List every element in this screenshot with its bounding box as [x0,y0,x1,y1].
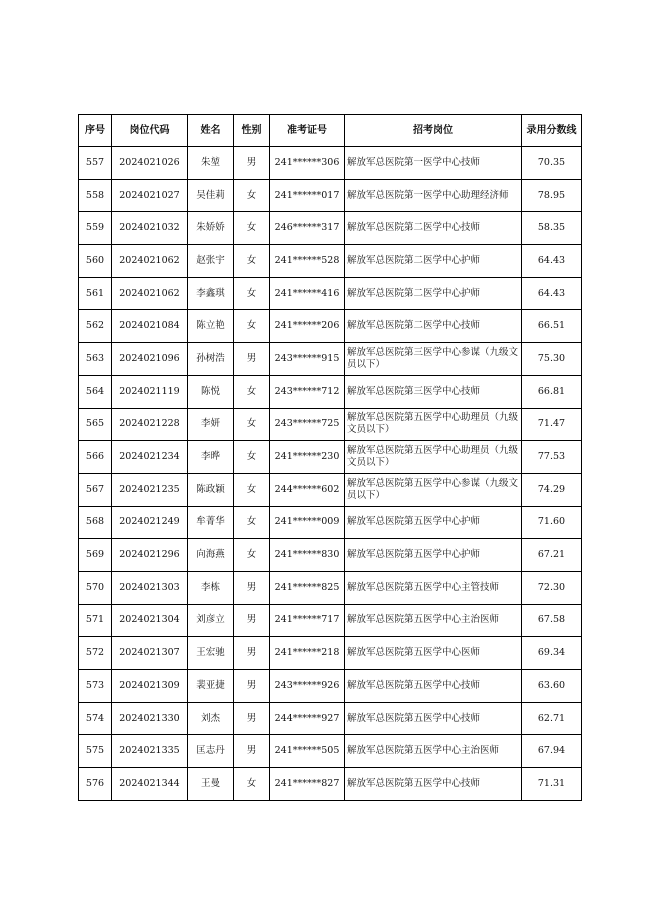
cell-ticket: 241******830 [270,539,345,572]
cell-seq: 565 [79,408,112,441]
cell-name: 向海燕 [188,539,234,572]
cell-name: 裴亚捷 [188,670,234,703]
cell-post: 解放军总医院第五医学中心主治医师 [345,604,522,637]
table-row [79,147,582,180]
cell-name: 李晔 [188,441,234,474]
table-row [79,571,582,604]
cell-ticket: 241******218 [270,637,345,670]
cell-seq: 570 [79,571,112,604]
cell-ticket: 243******926 [270,670,345,703]
table-row [79,212,582,245]
table-row [79,441,582,474]
cell-gender: 女 [234,212,270,245]
cell-score: 78.95 [522,179,582,212]
cell-name: 陈立艳 [188,310,234,343]
cell-seq: 563 [79,343,112,376]
cell-name: 朱堃 [188,147,234,180]
cell-code: 2024021119 [112,375,188,408]
cell-name: 刘杰 [188,702,234,735]
cell-ticket: 241******306 [270,147,345,180]
cell-name: 匡志丹 [188,735,234,768]
cell-post: 解放军总医院第一医学中心技师 [345,147,522,180]
cell-gender: 女 [234,473,270,506]
cell-ticket: 241******717 [270,604,345,637]
cell-ticket: 241******017 [270,179,345,212]
cell-score: 66.81 [522,375,582,408]
cell-post: 解放军总医院第二医学中心技师 [345,212,522,245]
cell-post: 解放军总医院第五医学中心技师 [345,670,522,703]
table-row [79,343,582,376]
cell-gender: 男 [234,637,270,670]
cell-gender: 女 [234,375,270,408]
cell-name: 李鑫琪 [188,277,234,310]
cell-seq: 561 [79,277,112,310]
cell-gender: 男 [234,604,270,637]
cell-post: 解放军总医院第三医学中心技师 [345,375,522,408]
table-row [79,473,582,506]
cell-gender: 女 [234,245,270,278]
cell-seq: 568 [79,506,112,539]
table-row [79,179,582,212]
table-row [79,245,582,278]
cell-name: 牟菁华 [188,506,234,539]
cell-seq: 566 [79,441,112,474]
cell-score: 66.51 [522,310,582,343]
cell-seq: 569 [79,539,112,572]
cell-ticket: 241******827 [270,768,345,801]
cell-code: 2024021234 [112,441,188,474]
cell-gender: 男 [234,571,270,604]
cell-ticket: 241******825 [270,571,345,604]
cell-code: 2024021096 [112,343,188,376]
cell-code: 2024021026 [112,147,188,180]
cell-ticket: 244******927 [270,702,345,735]
table-row [79,277,582,310]
cell-post: 解放军总医院第二医学中心护师 [345,245,522,278]
cell-name: 吴佳莉 [188,179,234,212]
cell-code: 2024021249 [112,506,188,539]
cell-code: 2024021027 [112,179,188,212]
cell-score: 67.21 [522,539,582,572]
cell-code: 2024021344 [112,768,188,801]
cell-score: 69.34 [522,637,582,670]
cell-gender: 男 [234,702,270,735]
cell-seq: 562 [79,310,112,343]
cell-code: 2024021228 [112,408,188,441]
cell-post: 解放军总医院第五医学中心技师 [345,768,522,801]
cell-code: 2024021062 [112,277,188,310]
cell-seq: 559 [79,212,112,245]
cell-ticket: 241******009 [270,506,345,539]
cell-ticket: 241******230 [270,441,345,474]
cell-code: 2024021062 [112,245,188,278]
roster-body [79,147,582,801]
cell-gender: 女 [234,277,270,310]
cell-gender: 女 [234,179,270,212]
cell-ticket: 241******416 [270,277,345,310]
cell-name: 王宏驰 [188,637,234,670]
cell-code: 2024021335 [112,735,188,768]
cell-ticket: 241******528 [270,245,345,278]
cell-post: 解放军总医院第二医学中心护师 [345,277,522,310]
table-row [79,637,582,670]
cell-score: 77.53 [522,441,582,474]
table-row [79,768,582,801]
header-score: 录用分数线 [522,115,582,147]
cell-ticket: 246******317 [270,212,345,245]
cell-post: 解放军总医院第五医学中心主治医师 [345,735,522,768]
table-row [79,408,582,441]
cell-score: 70.35 [522,147,582,180]
cell-code: 2024021032 [112,212,188,245]
header-row [79,115,582,147]
table-row [79,702,582,735]
cell-seq: 575 [79,735,112,768]
cell-seq: 574 [79,702,112,735]
cell-score: 58.35 [522,212,582,245]
cell-code: 2024021307 [112,637,188,670]
cell-post: 解放军总医院第五医学中心助理员（九级文员以下） [345,441,522,474]
cell-name: 孙树浩 [188,343,234,376]
cell-code: 2024021309 [112,670,188,703]
table-row [79,670,582,703]
cell-code: 2024021084 [112,310,188,343]
cell-ticket: 243******712 [270,375,345,408]
cell-seq: 557 [79,147,112,180]
table-row [79,310,582,343]
cell-name: 陈政颖 [188,473,234,506]
cell-gender: 男 [234,343,270,376]
table-row [79,604,582,637]
cell-gender: 女 [234,441,270,474]
cell-score: 72.30 [522,571,582,604]
cell-score: 64.43 [522,245,582,278]
cell-name: 王曼 [188,768,234,801]
cell-ticket: 244******602 [270,473,345,506]
cell-code: 2024021303 [112,571,188,604]
cell-score: 67.94 [522,735,582,768]
cell-code: 2024021296 [112,539,188,572]
cell-code: 2024021304 [112,604,188,637]
cell-gender: 男 [234,670,270,703]
cell-gender: 女 [234,539,270,572]
cell-code: 2024021235 [112,473,188,506]
roster-table [78,114,582,801]
cell-seq: 572 [79,637,112,670]
cell-post: 解放军总医院第五医学中心主管技师 [345,571,522,604]
cell-score: 67.58 [522,604,582,637]
cell-post: 解放军总医院第三医学中心参谋（九级文员以下） [345,343,522,376]
cell-ticket: 241******505 [270,735,345,768]
table-row [79,735,582,768]
cell-name: 李妍 [188,408,234,441]
cell-name: 李栋 [188,571,234,604]
cell-post: 解放军总医院第二医学中心技师 [345,310,522,343]
cell-score: 71.31 [522,768,582,801]
cell-seq: 571 [79,604,112,637]
cell-seq: 560 [79,245,112,278]
cell-post: 解放军总医院第五医学中心医师 [345,637,522,670]
cell-score: 62.71 [522,702,582,735]
cell-gender: 女 [234,506,270,539]
cell-ticket: 243******725 [270,408,345,441]
cell-code: 2024021330 [112,702,188,735]
cell-score: 71.47 [522,408,582,441]
table-row [79,506,582,539]
cell-name: 刘彦立 [188,604,234,637]
cell-score: 71.60 [522,506,582,539]
cell-post: 解放军总医院第五医学中心参谋（九级文员以下） [345,473,522,506]
header-seq: 序号 [79,115,112,147]
header-code: 岗位代码 [112,115,188,147]
cell-seq: 558 [79,179,112,212]
table-row [79,539,582,572]
cell-name: 陈悦 [188,375,234,408]
cell-score: 74.29 [522,473,582,506]
cell-score: 64.43 [522,277,582,310]
cell-gender: 男 [234,147,270,180]
cell-seq: 567 [79,473,112,506]
cell-ticket: 241******206 [270,310,345,343]
cell-name: 朱娇娇 [188,212,234,245]
cell-post: 解放军总医院第五医学中心护师 [345,506,522,539]
cell-gender: 女 [234,768,270,801]
cell-post: 解放军总医院第五医学中心助理员（九级文员以下） [345,408,522,441]
header-gender: 性别 [234,115,270,147]
cell-post: 解放军总医院第五医学中心技师 [345,702,522,735]
header-post: 招考岗位 [345,115,522,147]
cell-gender: 男 [234,735,270,768]
cell-post: 解放军总医院第五医学中心护师 [345,539,522,572]
cell-seq: 576 [79,768,112,801]
cell-score: 63.60 [522,670,582,703]
cell-gender: 女 [234,408,270,441]
header-ticket: 准考证号 [270,115,345,147]
cell-ticket: 243******915 [270,343,345,376]
table-row [79,375,582,408]
cell-gender: 女 [234,310,270,343]
cell-seq: 564 [79,375,112,408]
cell-score: 75.30 [522,343,582,376]
cell-post: 解放军总医院第一医学中心助理经济师 [345,179,522,212]
header-name: 姓名 [188,115,234,147]
cell-seq: 573 [79,670,112,703]
cell-name: 赵张宇 [188,245,234,278]
